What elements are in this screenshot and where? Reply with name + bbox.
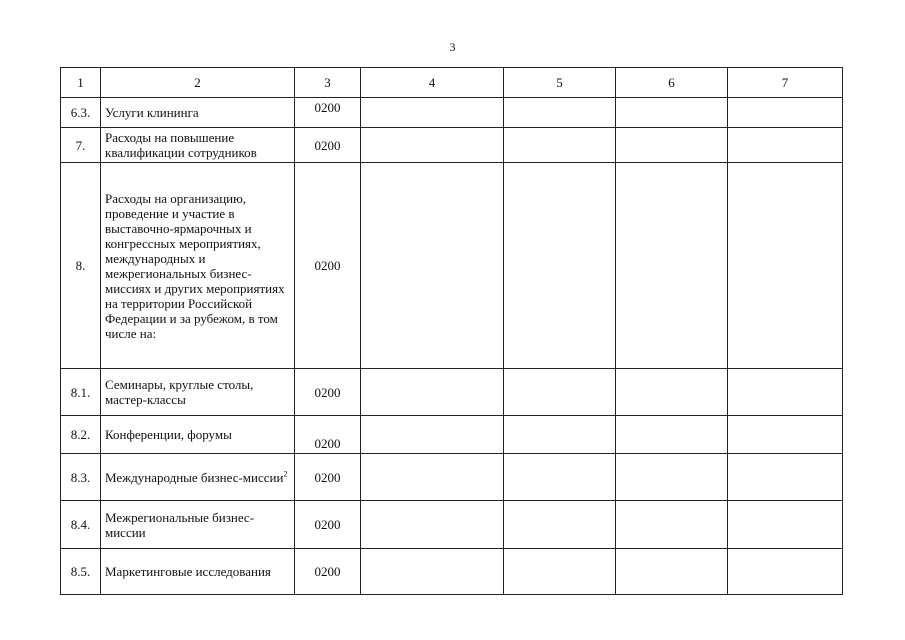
cell-7 [728, 128, 843, 163]
page-number: 3 [449, 40, 456, 54]
cell-5 [504, 501, 616, 549]
header-cell-4: 4 [361, 68, 504, 98]
row-number: 7. [61, 128, 101, 163]
cell-7 [728, 98, 843, 128]
cell-5 [504, 416, 616, 454]
row-name: Семинары, круглые столы, мастер-классы [101, 369, 295, 416]
cell-4 [361, 549, 504, 595]
row-code: 0200 [295, 98, 361, 128]
header-cell-7: 7 [728, 68, 843, 98]
cell-4 [361, 369, 504, 416]
cell-6 [616, 501, 728, 549]
row-code: 0200 [295, 369, 361, 416]
row-code: 0200 [295, 128, 361, 163]
cell-7 [728, 163, 843, 369]
table-row [61, 501, 843, 549]
cell-5 [504, 454, 616, 501]
table-row [61, 454, 843, 501]
row-number: 8. [61, 163, 101, 369]
cell-7 [728, 369, 843, 416]
header-cell-3: 3 [295, 68, 361, 98]
row-name: Международные бизнес-миссии [105, 469, 284, 485]
row-name: Услуги клининга [101, 98, 295, 128]
table-row [61, 549, 843, 595]
cell-6 [616, 98, 728, 128]
cell-5 [504, 163, 616, 369]
table-row [61, 416, 843, 454]
cell-5 [504, 369, 616, 416]
cell-7 [728, 549, 843, 595]
row-code: 0200 [295, 454, 361, 501]
table-row [61, 98, 843, 128]
footnote-marker: 2 [283, 469, 288, 479]
cell-5 [504, 98, 616, 128]
cell-5 [504, 549, 616, 595]
cell-4 [361, 501, 504, 549]
row-code: 0200 [295, 549, 361, 595]
row-number: 8.4. [61, 501, 101, 549]
cell-7 [728, 501, 843, 549]
cell-6 [616, 454, 728, 501]
report-table [60, 67, 843, 595]
cell-6 [616, 549, 728, 595]
cell-4 [361, 163, 504, 369]
row-name: Расходы на повышение квалификации сотрудников [101, 128, 295, 163]
row-number: 8.2. [61, 416, 101, 454]
row-number: 8.3. [61, 454, 101, 501]
cell-7 [728, 454, 843, 501]
table-row [61, 163, 843, 369]
cell-4 [361, 128, 504, 163]
header-row [61, 68, 843, 98]
row-name: Маркетинговые исследования [101, 549, 295, 595]
header-cell-5: 5 [504, 68, 616, 98]
header-cell-2: 2 [101, 68, 295, 98]
cell-4 [361, 454, 504, 501]
header-cell-1: 1 [61, 68, 101, 98]
row-name: Конференции, форумы [101, 416, 295, 454]
table-row [61, 128, 843, 163]
cell-6 [616, 128, 728, 163]
row-name: Межрегиональные бизнес-миссии [101, 501, 295, 549]
row-code: 0200 [295, 501, 361, 549]
cell-6 [616, 163, 728, 369]
row-code: 0200 [295, 416, 361, 454]
cell-6 [616, 369, 728, 416]
cell-4 [361, 416, 504, 454]
cell-4 [361, 98, 504, 128]
row-name-cell [101, 454, 295, 501]
cell-7 [728, 416, 843, 454]
row-number: 6.3. [61, 98, 101, 128]
row-number: 8.1. [61, 369, 101, 416]
cell-5 [504, 128, 616, 163]
cell-6 [616, 416, 728, 454]
row-code: 0200 [295, 163, 361, 369]
row-number: 8.5. [61, 549, 101, 595]
header-cell-6: 6 [616, 68, 728, 98]
table-row [61, 369, 843, 416]
row-name: Расходы на организацию, проведение и участие в выставочно-ярмарочных и конгрессных мероприятиях, международных и межрегиональных бизнес-миссиях и других мероприятиях на территории Российской Федерации и за рубежом, в том числе на: [101, 163, 295, 369]
